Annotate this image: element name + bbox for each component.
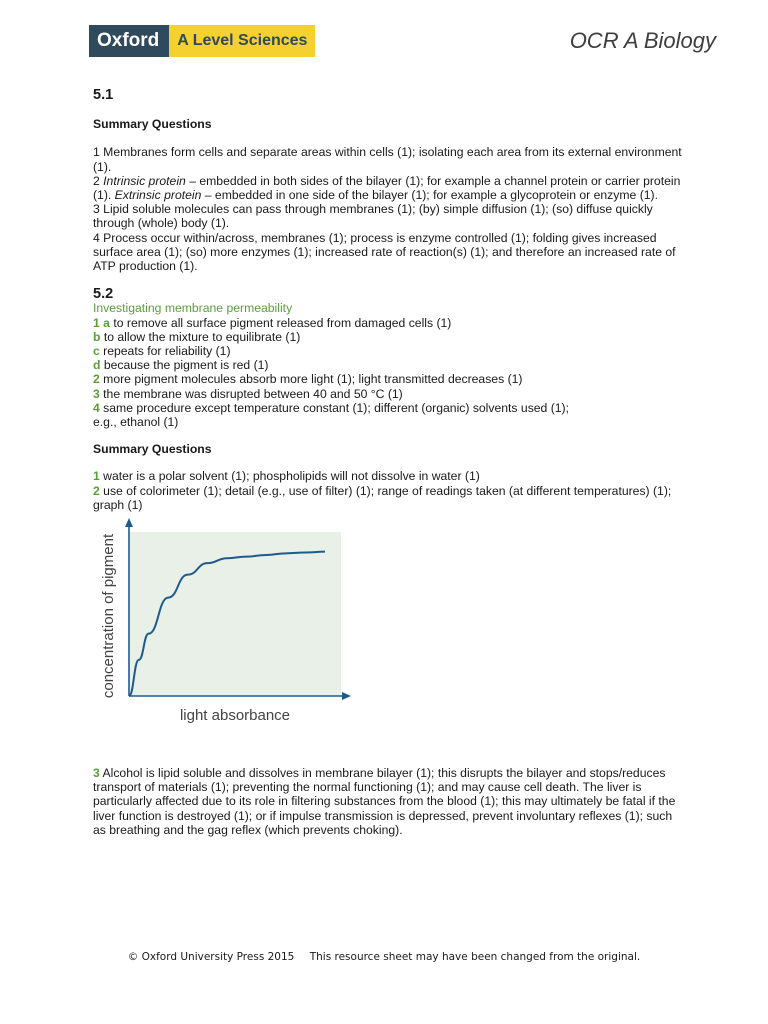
document-body	[93, 88, 683, 837]
page-subject-title: OCR A Biology	[569, 28, 716, 53]
section-number-5-2: 5.2	[93, 286, 114, 303]
summary-answer-3: 3 Alcohol is lipid soluble and dissolves in membrane bilayer (1); this disrupts the bilayer and stops/reduces transport of materials (1); preventing the normal functioning (1); and may cause cell death. The liver is particularly affected due to its role in filtering substances from the blood (1); this may ultimately be fatal if the liver function is destroyed (1); or if impulse transmission is depressed, prevent involuntary reflexes (1); such as breathing and the gag reflex (which prevents choking).	[93, 766, 676, 837]
y-axis-arrow	[125, 518, 133, 527]
practical-answers	[93, 316, 683, 430]
oxford-logo	[89, 25, 315, 57]
answer-1: 1 Membranes form cells and separate areas within cells (1); isolating each area from its external environment (1).	[93, 145, 682, 174]
summary-answers-5-2	[93, 469, 683, 512]
copyright-text: © Oxford University Press 2015	[127, 951, 295, 963]
practical-item: 4 same procedure except temperature constant (1); different (organic) solvents used (1);	[93, 400, 570, 415]
x-axis-label: light absorbance	[179, 707, 291, 725]
y-axis-label: concentration of pigment	[100, 533, 117, 699]
summary-answer-1: 1 water is a polar solvent (1); phospholipids will not dissolve in water (1)	[93, 469, 480, 484]
chart-plot-area	[129, 532, 341, 696]
summary-questions-heading-5-2: Summary Questions	[93, 442, 212, 457]
section-number-5-1: 5.1	[93, 87, 114, 103]
chart-svg	[93, 516, 393, 726]
page-footer	[0, 951, 768, 963]
practical-item: b to allow the mixture to equilibrate (1)	[93, 329, 301, 344]
x-axis-arrow	[342, 692, 351, 700]
summary-questions-heading: Summary Questions	[93, 117, 212, 132]
answer-4: 4 Process occur within/across, membranes (1); process is enzyme controlled (1); folding gives increased surface area (1); (so) more enzymes (1); increased rate of reaction(s) (1); and therefore an increased rate of ATP production (1).	[93, 230, 676, 274]
practical-item: d because the pigment is red (1)	[93, 358, 269, 373]
logo-series-text: A Level Sciences	[169, 25, 315, 57]
modification-notice: This resource sheet may have been changed from the original.	[309, 951, 641, 963]
practical-title: Investigating membrane permeability	[93, 301, 293, 316]
logo-oxford-text: Oxford	[89, 25, 169, 57]
answer-3: 3 Lipid soluble molecules can pass through membranes (1); (by) simple diffusion (1); (so) diffuse quickly through (whole) body (1).	[93, 202, 653, 231]
practical-item: c repeats for reliability (1)	[93, 344, 231, 359]
pigment-absorbance-chart	[93, 516, 393, 726]
answer-2: 2 Intrinsic protein – embedded in both sides of the bilayer (1); for example a channel protein or carrier protein (1). Extrinsic protein – embedded in one side of the bilayer (1); for example a glycoprotein or enzyme (1).	[93, 173, 681, 203]
summary-answer-2: 2 use of colorimeter (1); detail (e.g., use of filter) (1); range of readings taken (at different temperatures) (1); graph (1)	[93, 483, 672, 512]
practical-item: 3 the membrane was disrupted between 40 and 50 °C (1)	[93, 386, 403, 401]
practical-item-continued: e.g., ethanol (1)	[93, 415, 179, 430]
practical-item: 2 more pigment molecules absorb more light (1); light transmitted decreases (1)	[93, 372, 523, 387]
summary-answers-5-1	[93, 145, 683, 273]
practical-item: 1 a to remove all surface pigment released from damaged cells (1)	[93, 315, 452, 330]
